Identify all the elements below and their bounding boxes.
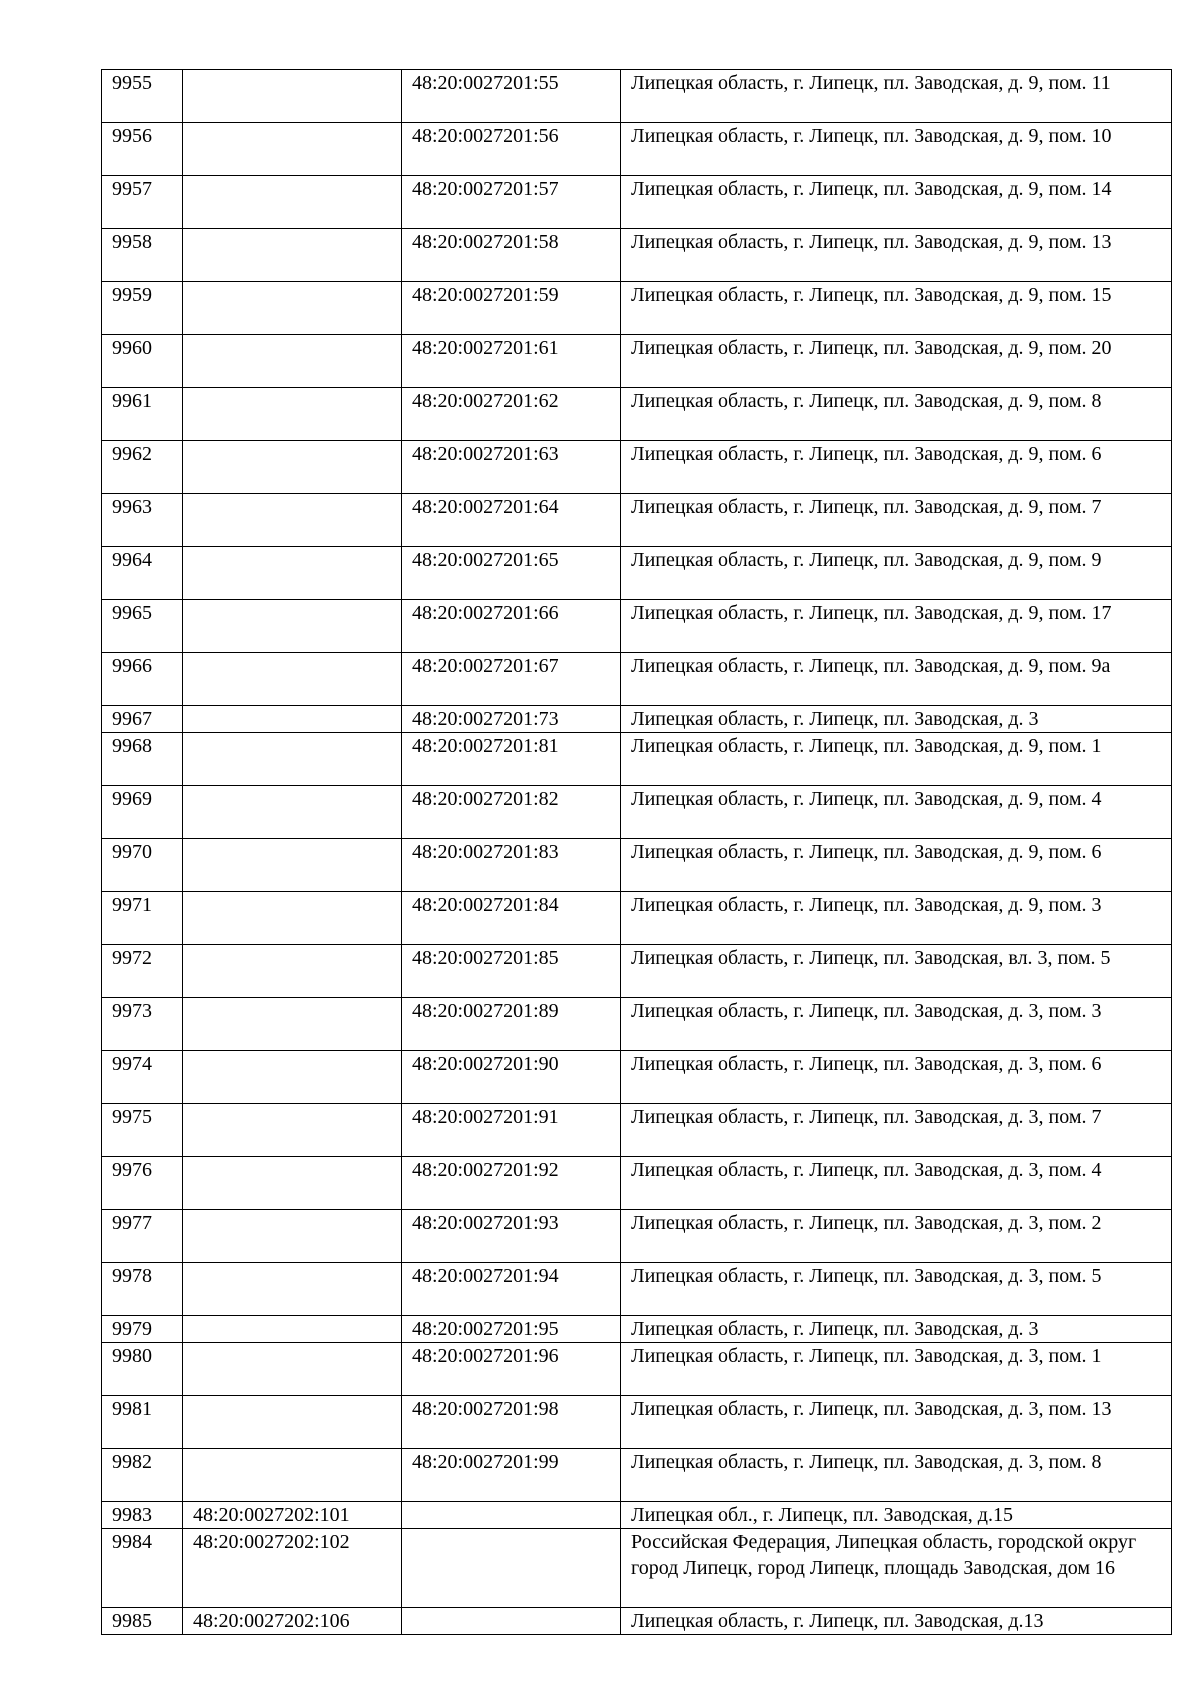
table-row (102, 706, 1172, 733)
cadastral-quarter-cell (183, 786, 402, 839)
row-number-cell: 9973 (102, 998, 183, 1051)
row-number-cell: 9984 (102, 1529, 183, 1608)
table-row (102, 1157, 1172, 1210)
cadastral-quarter-cell (183, 494, 402, 547)
table-row (102, 335, 1172, 388)
cadastral-quarter-cell: 48:20:0027202:101 (183, 1502, 402, 1529)
row-number-cell: 9977 (102, 1210, 183, 1263)
table-row (102, 1343, 1172, 1396)
cadastral-number-cell: 48:20:0027201:73 (402, 706, 621, 733)
address-cell: Липецкая область, г. Липецк, пл. Заводская, д. 3, пом. 5 (621, 1263, 1172, 1316)
cadastral-quarter-cell (183, 945, 402, 998)
cadastral-number-cell: 48:20:0027201:64 (402, 494, 621, 547)
row-number-cell: 9967 (102, 706, 183, 733)
cadastral-quarter-cell (183, 998, 402, 1051)
cadastral-quarter-cell (183, 441, 402, 494)
cadastral-number-cell: 48:20:0027201:56 (402, 123, 621, 176)
address-cell: Липецкая область, г. Липецк, пл. Заводская, д. 3, пом. 13 (621, 1396, 1172, 1449)
row-number-cell: 9971 (102, 892, 183, 945)
cadastral-quarter-cell (183, 1316, 402, 1343)
cadastral-number-cell (402, 1529, 621, 1608)
row-number-cell: 9980 (102, 1343, 183, 1396)
cadastral-quarter-cell (183, 1157, 402, 1210)
row-number-cell: 9979 (102, 1316, 183, 1343)
table-row (102, 282, 1172, 335)
cadastral-quarter-cell (183, 706, 402, 733)
cadastral-number-cell: 48:20:0027201:98 (402, 1396, 621, 1449)
row-number-cell: 9955 (102, 70, 183, 123)
address-cell: Липецкая область, г. Липецк, пл. Заводская, вл. 3, пом. 5 (621, 945, 1172, 998)
cadastral-quarter-cell (183, 176, 402, 229)
table-row (102, 1316, 1172, 1343)
address-cell: Липецкая область, г. Липецк, пл. Заводская, д. 9, пом. 11 (621, 70, 1172, 123)
table-row (102, 653, 1172, 706)
table-row (102, 945, 1172, 998)
row-number-cell: 9982 (102, 1449, 183, 1502)
table-row (102, 123, 1172, 176)
address-cell: Липецкая область, г. Липецк, пл. Заводская, д. 9, пом. 20 (621, 335, 1172, 388)
address-cell: Липецкая область, г. Липецк, пл. Заводская, д. 3 (621, 1316, 1172, 1343)
cadastral-number-cell: 48:20:0027201:90 (402, 1051, 621, 1104)
table-row (102, 1529, 1172, 1608)
table-row (102, 1396, 1172, 1449)
cadastral-quarter-cell (183, 1343, 402, 1396)
table-row (102, 494, 1172, 547)
row-number-cell: 9968 (102, 733, 183, 786)
address-cell: Липецкая обл., г. Липецк, пл. Заводская, д.15 (621, 1502, 1172, 1529)
cadastral-number-cell (402, 1502, 621, 1529)
address-cell: Липецкая область, г. Липецк, пл. Заводская, д. 9, пом. 17 (621, 600, 1172, 653)
address-cell: Липецкая область, г. Липецк, пл. Заводская, д. 9, пом. 1 (621, 733, 1172, 786)
cadastral-number-cell: 48:20:0027201:91 (402, 1104, 621, 1157)
cadastral-number-cell: 48:20:0027201:99 (402, 1449, 621, 1502)
cadastral-number-cell: 48:20:0027201:84 (402, 892, 621, 945)
table-row (102, 733, 1172, 786)
row-number-cell: 9959 (102, 282, 183, 335)
cadastral-quarter-cell (183, 600, 402, 653)
row-number-cell: 9974 (102, 1051, 183, 1104)
row-number-cell: 9957 (102, 176, 183, 229)
address-cell: Липецкая область, г. Липецк, пл. Заводская, д. 9, пом. 6 (621, 839, 1172, 892)
address-cell: Липецкая область, г. Липецк, пл. Заводская, д. 9, пом. 3 (621, 892, 1172, 945)
cadastral-quarter-cell (183, 733, 402, 786)
row-number-cell: 9972 (102, 945, 183, 998)
cadastral-number-cell: 48:20:0027201:83 (402, 839, 621, 892)
cadastral-number-cell: 48:20:0027201:82 (402, 786, 621, 839)
table-row (102, 176, 1172, 229)
address-cell: Липецкая область, г. Липецк, пл. Заводская, д. 3, пом. 4 (621, 1157, 1172, 1210)
row-number-cell: 9966 (102, 653, 183, 706)
address-cell: Липецкая область, г. Липецк, пл. Заводская, д. 9, пом. 4 (621, 786, 1172, 839)
address-cell: Липецкая область, г. Липецк, пл. Заводская, д. 3, пом. 7 (621, 1104, 1172, 1157)
address-cell: Липецкая область, г. Липецк, пл. Заводская, д. 9, пом. 9 (621, 547, 1172, 600)
cadastral-quarter-cell (183, 1051, 402, 1104)
table-row (102, 998, 1172, 1051)
row-number-cell: 9969 (102, 786, 183, 839)
cadastral-quarter-cell (183, 70, 402, 123)
cadastral-number-cell: 48:20:0027201:92 (402, 1157, 621, 1210)
cadastral-quarter-cell (183, 1104, 402, 1157)
cadastral-number-cell: 48:20:0027201:66 (402, 600, 621, 653)
row-number-cell: 9981 (102, 1396, 183, 1449)
cadastral-quarter-cell (183, 892, 402, 945)
cadastral-number-cell: 48:20:0027201:95 (402, 1316, 621, 1343)
row-number-cell: 9964 (102, 547, 183, 600)
cadastral-quarter-cell: 48:20:0027202:106 (183, 1608, 402, 1635)
row-number-cell: 9956 (102, 123, 183, 176)
table-row (102, 1210, 1172, 1263)
cadastral-quarter-cell (183, 653, 402, 706)
cadastral-number-cell: 48:20:0027201:55 (402, 70, 621, 123)
row-number-cell: 9958 (102, 229, 183, 282)
cadastral-number-cell: 48:20:0027201:93 (402, 1210, 621, 1263)
row-number-cell: 9970 (102, 839, 183, 892)
address-cell: Липецкая область, г. Липецк, пл. Заводская, д. 3, пом. 8 (621, 1449, 1172, 1502)
address-cell: Липецкая область, г. Липецк, пл. Заводская, д. 3, пом. 6 (621, 1051, 1172, 1104)
cadastral-number-cell: 48:20:0027201:81 (402, 733, 621, 786)
row-number-cell: 9960 (102, 335, 183, 388)
address-cell: Липецкая область, г. Липецк, пл. Заводская, д. 9, пом. 15 (621, 282, 1172, 335)
cadastral-quarter-cell (183, 839, 402, 892)
cadastral-quarter-cell (183, 1449, 402, 1502)
address-cell: Липецкая область, г. Липецк, пл. Заводская, д. 3 (621, 706, 1172, 733)
row-number-cell: 9978 (102, 1263, 183, 1316)
row-number-cell: 9983 (102, 1502, 183, 1529)
address-cell: Липецкая область, г. Липецк, пл. Заводская, д. 3, пом. 1 (621, 1343, 1172, 1396)
table-row (102, 1263, 1172, 1316)
address-cell: Липецкая область, г. Липецк, пл. Заводская, д. 9, пом. 7 (621, 494, 1172, 547)
address-cell: Липецкая область, г. Липецк, пл. Заводская, д.13 (621, 1608, 1172, 1635)
table-row (102, 229, 1172, 282)
table-row (102, 1502, 1172, 1529)
row-number-cell: 9985 (102, 1608, 183, 1635)
cadastral-number-cell: 48:20:0027201:89 (402, 998, 621, 1051)
address-cell: Липецкая область, г. Липецк, пл. Заводская, д. 9, пом. 6 (621, 441, 1172, 494)
table-row (102, 388, 1172, 441)
table-row (102, 547, 1172, 600)
table-row (102, 70, 1172, 123)
cadastral-quarter-cell (183, 123, 402, 176)
cadastral-quarter-cell (183, 547, 402, 600)
cadastral-number-cell: 48:20:0027201:65 (402, 547, 621, 600)
row-number-cell: 9961 (102, 388, 183, 441)
table-row (102, 441, 1172, 494)
table-row (102, 1608, 1172, 1635)
cadastral-number-cell (402, 1608, 621, 1635)
cadastral-quarter-cell (183, 1210, 402, 1263)
cadastral-quarter-cell (183, 335, 402, 388)
cadastral-quarter-cell (183, 388, 402, 441)
cadastral-number-cell: 48:20:0027201:96 (402, 1343, 621, 1396)
cadastral-number-cell: 48:20:0027201:59 (402, 282, 621, 335)
address-cell: Российская Федерация, Липецкая область, городской округ город Липецк, город Липецк, площадь Заводская, дом 16 (621, 1529, 1172, 1608)
cadastral-number-cell: 48:20:0027201:58 (402, 229, 621, 282)
cadastral-number-cell: 48:20:0027201:94 (402, 1263, 621, 1316)
address-cell: Липецкая область, г. Липецк, пл. Заводская, д. 3, пом. 3 (621, 998, 1172, 1051)
cadastral-number-cell: 48:20:0027201:62 (402, 388, 621, 441)
row-number-cell: 9975 (102, 1104, 183, 1157)
table-row (102, 1449, 1172, 1502)
cadastral-quarter-cell (183, 1263, 402, 1316)
registry-table-body (102, 70, 1172, 1635)
row-number-cell: 9963 (102, 494, 183, 547)
cadastral-number-cell: 48:20:0027201:67 (402, 653, 621, 706)
table-row (102, 1051, 1172, 1104)
cadastral-quarter-cell (183, 282, 402, 335)
cadastral-quarter-cell (183, 229, 402, 282)
address-cell: Липецкая область, г. Липецк, пл. Заводская, д. 9, пом. 13 (621, 229, 1172, 282)
registry-table (101, 69, 1172, 1635)
table-row (102, 1104, 1172, 1157)
row-number-cell: 9976 (102, 1157, 183, 1210)
table-row (102, 892, 1172, 945)
row-number-cell: 9962 (102, 441, 183, 494)
address-cell: Липецкая область, г. Липецк, пл. Заводская, д. 9, пом. 10 (621, 123, 1172, 176)
address-cell: Липецкая область, г. Липецк, пл. Заводская, д. 3, пом. 2 (621, 1210, 1172, 1263)
cadastral-number-cell: 48:20:0027201:57 (402, 176, 621, 229)
cadastral-number-cell: 48:20:0027201:85 (402, 945, 621, 998)
cadastral-number-cell: 48:20:0027201:61 (402, 335, 621, 388)
table-row (102, 600, 1172, 653)
address-cell: Липецкая область, г. Липецк, пл. Заводская, д. 9, пом. 9а (621, 653, 1172, 706)
address-cell: Липецкая область, г. Липецк, пл. Заводская, д. 9, пом. 8 (621, 388, 1172, 441)
row-number-cell: 9965 (102, 600, 183, 653)
table-row (102, 839, 1172, 892)
cadastral-quarter-cell (183, 1396, 402, 1449)
address-cell: Липецкая область, г. Липецк, пл. Заводская, д. 9, пом. 14 (621, 176, 1172, 229)
cadastral-quarter-cell: 48:20:0027202:102 (183, 1529, 402, 1608)
cadastral-number-cell: 48:20:0027201:63 (402, 441, 621, 494)
table-row (102, 786, 1172, 839)
